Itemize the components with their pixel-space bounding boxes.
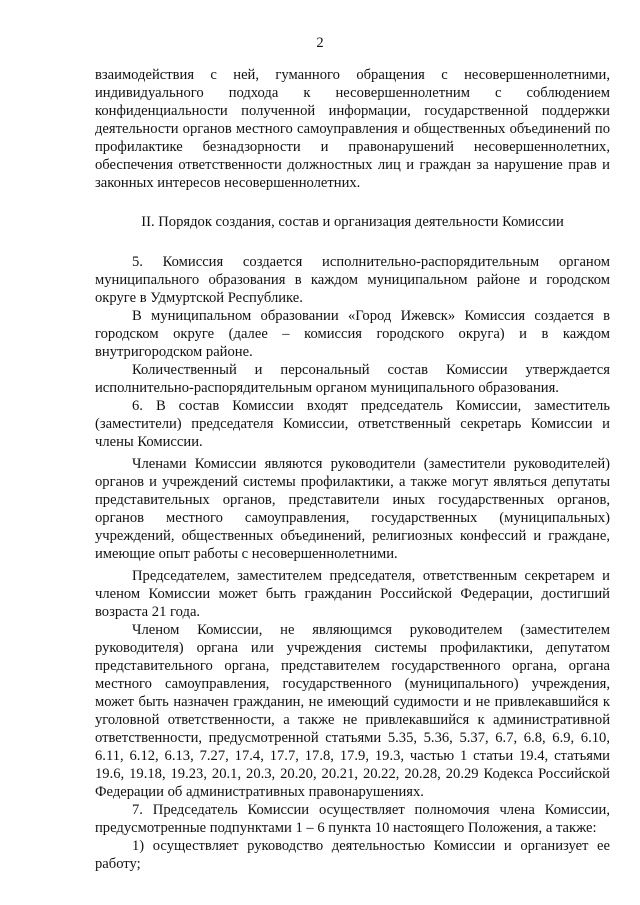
intro-paragraph: взаимодействия с ней, гуманного обращения с несовершеннолетними, индивидуального подхода к несовершеннолетним с соблюдением конфиденциальности полученной информации, государственной поддержки деятельности органов местного самоуправления и общественных объединений по профилактике безнадзорности и правонарушений несовершеннолетних, обеспечения ответственности должностных лиц и граждан за нарушение прав и законных интересов несовершеннолетних. <box>95 67 610 191</box>
paragraph-item-6: 6. В состав Комиссии входят председатель Комиссии, заместитель (заместители) председателя Комиссии, ответственный секретарь Комиссии и члены Комиссии. <box>95 398 610 450</box>
page-number: 2 <box>316 35 324 51</box>
paragraph-izhevsk: В муниципальном образовании «Город Ижевск» Комиссия создается в городском округе (далее – комиссия городского округа) и в каждом внутригородском районе. <box>95 308 610 360</box>
document-body <box>95 66 610 873</box>
paragraph-subitem-1: 1) осуществляет руководство деятельностью Комиссии и организует ее работу; <box>95 838 610 872</box>
paragraph-member-requirements: Членом Комиссии, не являющимся руководителем (заместителем руководителя) органа или учреждения системы профилактики, депутатом представительного органа, представителем государственного органа, органа местного самоуправления, государственного (муниципального) учреждения, может быть назначен гражданин, не имеющий судимости и не привлекавшийся к уголовной ответственности, а также не привлекавшийся к административной ответственности, предусмотренной статьями 5.35, 5.36, 5.37, 6.7, 6.8, 6.9, 6.10, 6.11, 6.12, 6.13, 7.27, 17.4, 17.7, 17.8, 17.9, 19.3, частью 1 статьи 19.4, статьями 19.6, 19.18, 19.23, 20.1, 20.3, 20.20, 20.21, 20.22, 20.28, 20.29 Кодекса Российской Федерации об административных правонарушениях. <box>95 622 610 800</box>
paragraph-age-requirement: Председателем, заместителем председателя, ответственным секретарем и членом Комиссии может быть гражданин Российской Федерации, достигший возраста 21 года. <box>95 568 610 620</box>
section-heading: II. Порядок создания, состав и организация деятельности Комиссии <box>141 214 564 230</box>
paragraph-composition: Количественный и персональный состав Комиссии утверждается исполнительно-распорядительным органом муниципального образования. <box>95 362 610 396</box>
paragraph-members: Членами Комиссии являются руководители (заместители руководителей) органов и учреждений системы профилактики, а также могут являться депутаты представительных органов, представители иных государственных органов, органов местного самоуправления, государственных (муниципальных) учреждений, общественных объединений, религиозных конфессий и граждане, имеющие опыт работы с несовершеннолетними. <box>95 456 610 562</box>
paragraph-item-5: 5. Комиссия создается исполнительно-распорядительным органом муниципального образования в каждом муниципальном районе и городском округе в Удмуртской Республике. <box>95 254 610 306</box>
paragraph-item-7: 7. Председатель Комиссии осуществляет полномочия члена Комиссии, предусмотренные подпунктами 1 – 6 пункта 10 настоящего Положения, а также: <box>95 802 610 836</box>
